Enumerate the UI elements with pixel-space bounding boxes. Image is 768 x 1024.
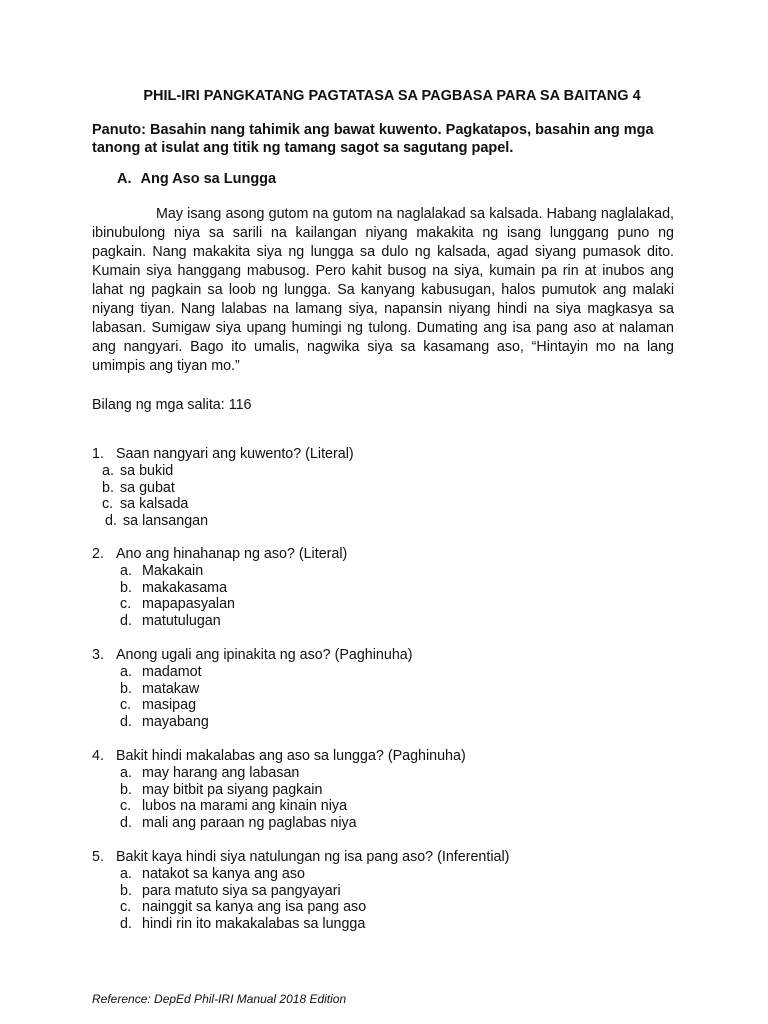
question-label: Anong ugali ang ipinakita ng aso? (Paghinuha)	[116, 647, 413, 663]
choice-letter: b.	[120, 781, 132, 798]
choice-item	[92, 496, 354, 513]
choice-list	[92, 866, 509, 933]
section-letter: A.	[117, 171, 132, 187]
choice-text: makakasama	[142, 579, 228, 596]
choice-letter: b.	[120, 680, 132, 697]
choice-text: sa gubat	[120, 479, 175, 496]
choice-list	[92, 664, 413, 731]
choice-letter: a.	[120, 865, 132, 882]
choice-text: lubos na marami ang kinain niya	[142, 798, 348, 815]
question-number: 1.	[92, 446, 104, 462]
choice-text: Makakain	[142, 562, 204, 579]
choice-letter: d.	[120, 916, 132, 933]
choice-list	[92, 765, 466, 832]
choice-item	[120, 765, 466, 782]
choice-item	[120, 916, 509, 933]
choice-letter: c.	[102, 496, 114, 513]
question-number: 5.	[92, 849, 104, 865]
section-title: Ang Aso sa Lungga	[140, 171, 277, 187]
question-label: Ano ang hinahanap ng aso? (Literal)	[116, 546, 348, 562]
choice-text: nainggit sa kanya ang isa pang aso	[142, 899, 367, 916]
choice-letter: d.	[120, 815, 132, 832]
choice-item	[120, 782, 466, 799]
choice-item	[120, 714, 413, 731]
choice-text: mapapasyalan	[142, 596, 235, 613]
choice-text: may harang ang labasan	[142, 764, 300, 781]
question-number: 2.	[92, 546, 104, 562]
reference-footer: Reference: DepEd Phil-IRI Manual 2018 Edition	[92, 992, 347, 1006]
choice-item	[120, 815, 466, 832]
choice-text: matakaw	[142, 680, 200, 697]
question-text	[92, 546, 347, 563]
choice-list	[92, 463, 354, 530]
choice-item	[120, 613, 347, 630]
question-4	[92, 748, 466, 832]
choice-item	[120, 866, 509, 883]
choice-list	[92, 563, 347, 630]
question-2	[92, 546, 347, 630]
question-3	[92, 647, 413, 731]
question-5	[92, 849, 509, 933]
choice-text: mayabang	[142, 714, 209, 731]
choice-text: hindi rin ito makakalabas sa lungga	[142, 916, 366, 933]
choice-item	[92, 463, 354, 480]
question-text	[92, 748, 466, 765]
choice-item	[120, 681, 413, 698]
word-count: Bilang ng mga salita: 116	[92, 397, 252, 413]
choice-letter: a.	[120, 562, 132, 579]
choice-item	[120, 798, 466, 815]
choice-item	[120, 883, 509, 900]
choice-letter: a.	[120, 764, 132, 781]
choice-item	[92, 513, 354, 530]
choice-text: mali ang paraan ng paglabas niya	[142, 815, 357, 832]
choice-letter: c.	[120, 798, 132, 815]
choice-text: sa kalsada	[120, 496, 189, 513]
choice-letter: c.	[120, 596, 132, 613]
choice-item	[92, 480, 354, 497]
story-text: May isang asong gutom na gutom na naglalakad sa kalsada. Habang naglalakad, ibinubulong niya sa sarili na kailangan niyang makakita ng isang lunggang puno ng pagkain. Nang makakita siya ng lungga sa dulo ng kalsada, agad siyang pumasok dito. Kumain siya hanggang mabusog. Pero kahit busog na siya, kumain pa rin at inubos ang lahat ng pagkain sa loob ng lungga. Sa kanyang kabusugan, halos pumutok ang malaki niyang tiyan. Nang lalabas na lamang siya, napansin niyang hindi na siya magkasya sa labasan. Sumigaw siya upang humingi ng tulong. Dumating ang isa pang aso at nalaman ang nangyari. Bago ito umalis, nagwika siya sa kasamang aso, “Hintayin mo na lang umimpis ang tiyan mo.”	[92, 206, 674, 374]
choice-text: natakot sa kanya ang aso	[142, 865, 305, 882]
choice-text: sa lansangan	[123, 513, 209, 530]
question-label: Bakit kaya hindi siya natulungan ng isa pang aso? (Inferential)	[116, 849, 510, 865]
choice-letter: a.	[102, 462, 114, 479]
question-label: Bakit hindi makalabas ang aso sa lungga? (Paghinuha)	[116, 748, 466, 764]
choice-letter: b.	[120, 882, 132, 899]
choice-letter: c.	[120, 697, 132, 714]
question-text	[92, 849, 509, 866]
choice-item	[120, 664, 413, 681]
choice-letter: b.	[102, 479, 114, 496]
instructions-text: Panuto: Basahin nang tahimik ang bawat kuwento. Pagkatapos, basahin ang mga tanong at isulat ang titik ng tamang sagot sa sagutang papel.	[92, 122, 654, 156]
choice-letter: c.	[120, 899, 132, 916]
question-number: 3.	[92, 647, 104, 663]
question-label: Saan nangyari ang kuwento? (Literal)	[116, 446, 354, 462]
choice-text: matutulugan	[142, 613, 221, 630]
choice-text: para matuto siya sa pangyayari	[142, 882, 341, 899]
choice-text: madamot	[142, 663, 202, 680]
choice-letter: d.	[120, 714, 132, 731]
choice-letter: b.	[120, 579, 132, 596]
choice-text: masipag	[142, 697, 197, 714]
choice-text: sa bukid	[120, 462, 174, 479]
choice-letter: a.	[120, 663, 132, 680]
choice-letter: d.	[105, 513, 117, 530]
choice-item	[120, 899, 509, 916]
choice-item	[120, 697, 413, 714]
choice-item	[120, 596, 347, 613]
question-number: 4.	[92, 748, 104, 764]
choice-item	[120, 563, 347, 580]
choice-item	[120, 580, 347, 597]
document-title: PHIL-IRI PANGKATANG PAGTATASA SA PAGBASA PARA SA BAITANG 4	[143, 88, 641, 104]
question-text	[92, 647, 413, 664]
question-text	[92, 446, 354, 463]
choice-text: may bitbit pa siyang pagkain	[142, 781, 323, 798]
section-heading	[117, 171, 276, 187]
choice-letter: d.	[120, 613, 132, 630]
question-1	[92, 446, 354, 530]
